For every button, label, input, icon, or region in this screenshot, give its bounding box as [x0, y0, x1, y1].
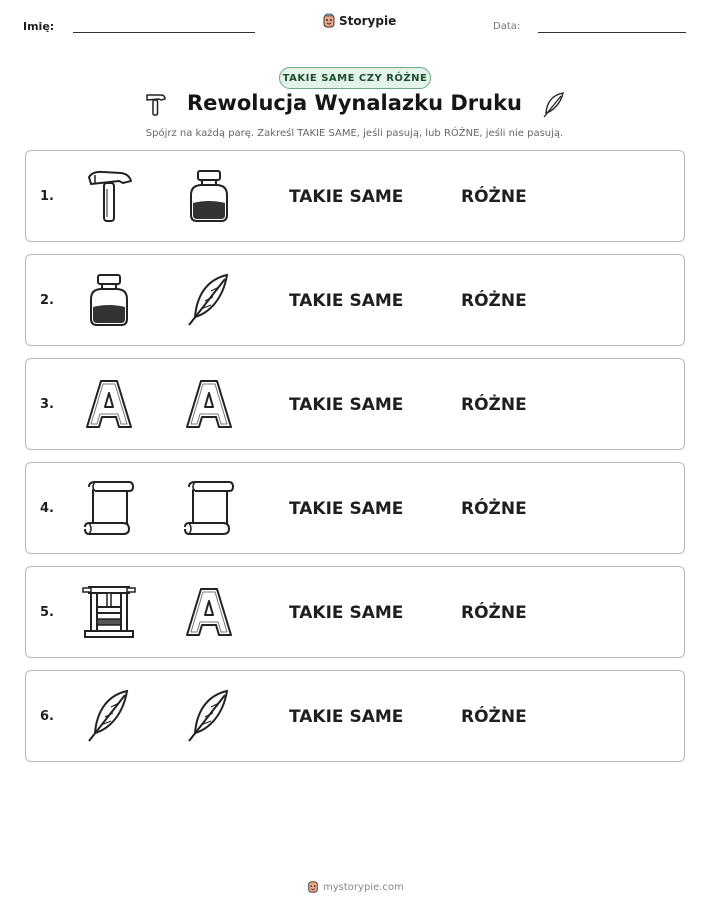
ink-bottle-icon	[181, 167, 237, 225]
scroll-icon	[181, 479, 237, 537]
date-write-line[interactable]	[538, 32, 686, 33]
option-different[interactable]: RÓŻNE	[461, 291, 527, 311]
option-same[interactable]: TAKIE SAME	[289, 187, 404, 207]
option-same[interactable]: TAKIE SAME	[289, 707, 404, 727]
worksheet-header	[0, 0, 709, 50]
letter-a-icon	[181, 583, 237, 641]
footer	[307, 880, 404, 894]
question-number: 3.	[40, 397, 54, 412]
letter-a-icon	[181, 375, 237, 433]
brand-name: Storypie	[339, 14, 397, 28]
worksheet-type-badge: TAKIE SAME CZY RÓŻNE	[279, 67, 431, 89]
instructions: Spójrz na każdą parę. Zakreśl TAKIE SAME, jeśli pasują, lub RÓŻNE, jeśli nie pasują.	[145, 128, 564, 139]
option-same[interactable]: TAKIE SAME	[289, 603, 404, 623]
question-row	[25, 150, 685, 242]
question-number: 6.	[40, 709, 54, 724]
footer-url: mystorypie.com	[323, 881, 404, 893]
question-row	[25, 358, 685, 450]
date-label: Data:	[493, 21, 521, 32]
brand-logo	[322, 13, 396, 29]
letter-a-icon	[81, 375, 137, 433]
feather-icon	[181, 271, 237, 329]
name-label: Imię:	[23, 20, 55, 33]
option-different[interactable]: RÓŻNE	[461, 187, 527, 207]
hammer-icon	[81, 167, 137, 225]
question-number: 1.	[40, 189, 54, 204]
storypie-mascot-icon	[322, 13, 336, 29]
question-number: 5.	[40, 605, 54, 620]
question-row	[25, 254, 685, 346]
option-same[interactable]: TAKIE SAME	[289, 395, 404, 415]
option-different[interactable]: RÓŻNE	[461, 707, 527, 727]
question-row	[25, 462, 685, 554]
printing-press-icon	[81, 583, 137, 641]
feather-icon	[81, 687, 137, 745]
question-row	[25, 670, 685, 762]
scroll-icon	[81, 479, 137, 537]
option-same[interactable]: TAKIE SAME	[289, 291, 404, 311]
worksheet-title: Rewolucja Wynalazku Druku	[187, 91, 522, 115]
question-row	[25, 566, 685, 658]
option-different[interactable]: RÓŻNE	[461, 395, 527, 415]
feather-icon	[181, 687, 237, 745]
name-write-line[interactable]	[73, 32, 255, 33]
storypie-mascot-icon	[307, 880, 319, 894]
ink-bottle-icon	[81, 271, 137, 329]
option-different[interactable]: RÓŻNE	[461, 603, 527, 623]
option-different[interactable]: RÓŻNE	[461, 499, 527, 519]
option-same[interactable]: TAKIE SAME	[289, 499, 404, 519]
question-number: 2.	[40, 293, 54, 308]
question-number: 4.	[40, 501, 54, 516]
